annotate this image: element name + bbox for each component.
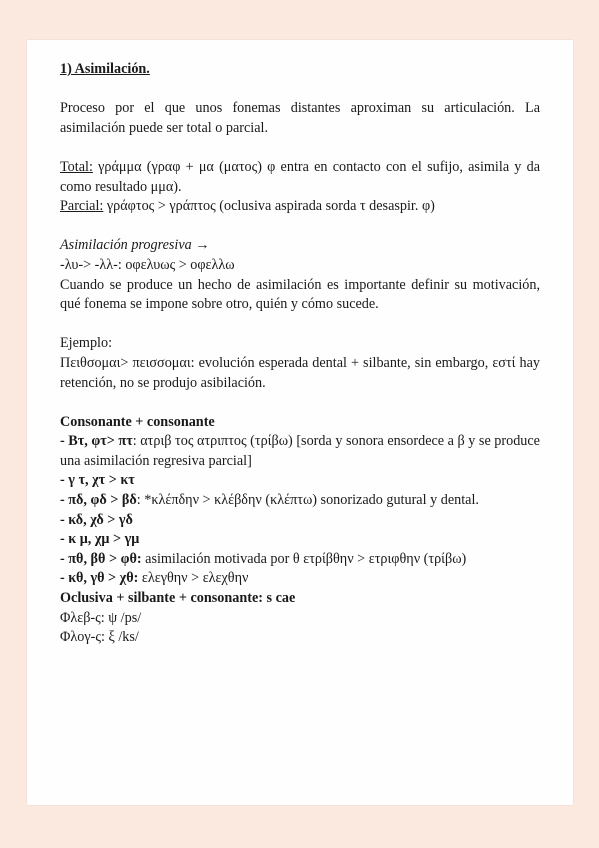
consonante-item-text: ελεγθην > ελεχθην [138, 570, 249, 587]
consonante-item-text: asimilación motivada por θ ετρίβθην > ετριφθην (τρίβω) [141, 550, 467, 567]
oclusiva-line: Φλογ-ς: ξ /ks/ [60, 629, 139, 646]
parcial-paragraph [60, 197, 540, 217]
parcial-text: γράφτος > γράπτος (oclusiva aspirada sorda τ desaspir. φ) [103, 198, 435, 215]
consonante-heading: Consonante + consonante [60, 413, 215, 430]
consonante-item-lead: - κδ, χδ > γδ [60, 511, 133, 528]
consonante-item [60, 432, 540, 471]
consonante-item [60, 511, 540, 531]
consonante-item-lead: - πθ, βθ > φθ: [60, 550, 142, 567]
ejemplo-heading: Ejemplo: [60, 335, 113, 352]
consonante-item-lead: - κ μ, χμ > γμ [60, 531, 140, 548]
ejemplo-text: Πειθσομαι> πεισσομαι: evolución esperada dental + silbante, sin embargo, εστί hay retención, no se produjo asibilación. [60, 354, 540, 391]
parcial-label: Parcial: [60, 198, 104, 215]
total-paragraph [60, 158, 540, 197]
progresiva-example: -λυ-> -λλ-: οφελυως > οφελλω [60, 256, 235, 273]
total-text: γράμμα (γραφ + μα (ματος) φ entra en contacto con el sufijo, asimila y da como resultado μμα). [60, 158, 540, 195]
intro-paragraph: Proceso por el que unos fonemas distantes aproximan su articulación. La asimilación puede ser total o parcial. [60, 100, 540, 136]
progresiva-text: Cuando se produce un hecho de asimilación es importante definir su motivación, qué fonema se impone sobre otro, quién y cómo sucede. [60, 276, 540, 313]
consonante-item-lead: - κθ, γθ > χθ: [60, 570, 139, 587]
consonante-item-text: : ατριβ τος ατριπτος (τρίβω) [sorda y sonora ensordece a β y se produce una asimilación regresiva parcial] [60, 433, 540, 469]
section-title: 1) Asimilación. [60, 61, 150, 77]
oclusiva-heading: Oclusiva + silbante + consonante: s cae [60, 590, 296, 607]
consonante-item [60, 569, 540, 589]
consonante-item-lead: - γ τ, χτ > κτ [60, 472, 135, 489]
oclusiva-line: Φλεβ-ς: ψ /ps/ [60, 609, 142, 626]
progresiva-heading: Asimilación progresiva → [60, 237, 210, 254]
document-page [27, 40, 573, 805]
consonante-item-text: : *κλέπδην > κλέβδην (κλέπτω) sonorizado gutural y dental. [136, 492, 479, 509]
total-label: Total: [60, 158, 93, 175]
consonante-item [60, 550, 540, 570]
consonante-item-lead: - Bτ, φτ> πτ [60, 433, 133, 450]
consonante-item-lead: - πδ, φδ > βδ [60, 492, 137, 509]
document-body [60, 60, 540, 648]
consonante-item [60, 491, 540, 511]
consonante-item [60, 530, 540, 550]
consonante-item [60, 471, 540, 491]
